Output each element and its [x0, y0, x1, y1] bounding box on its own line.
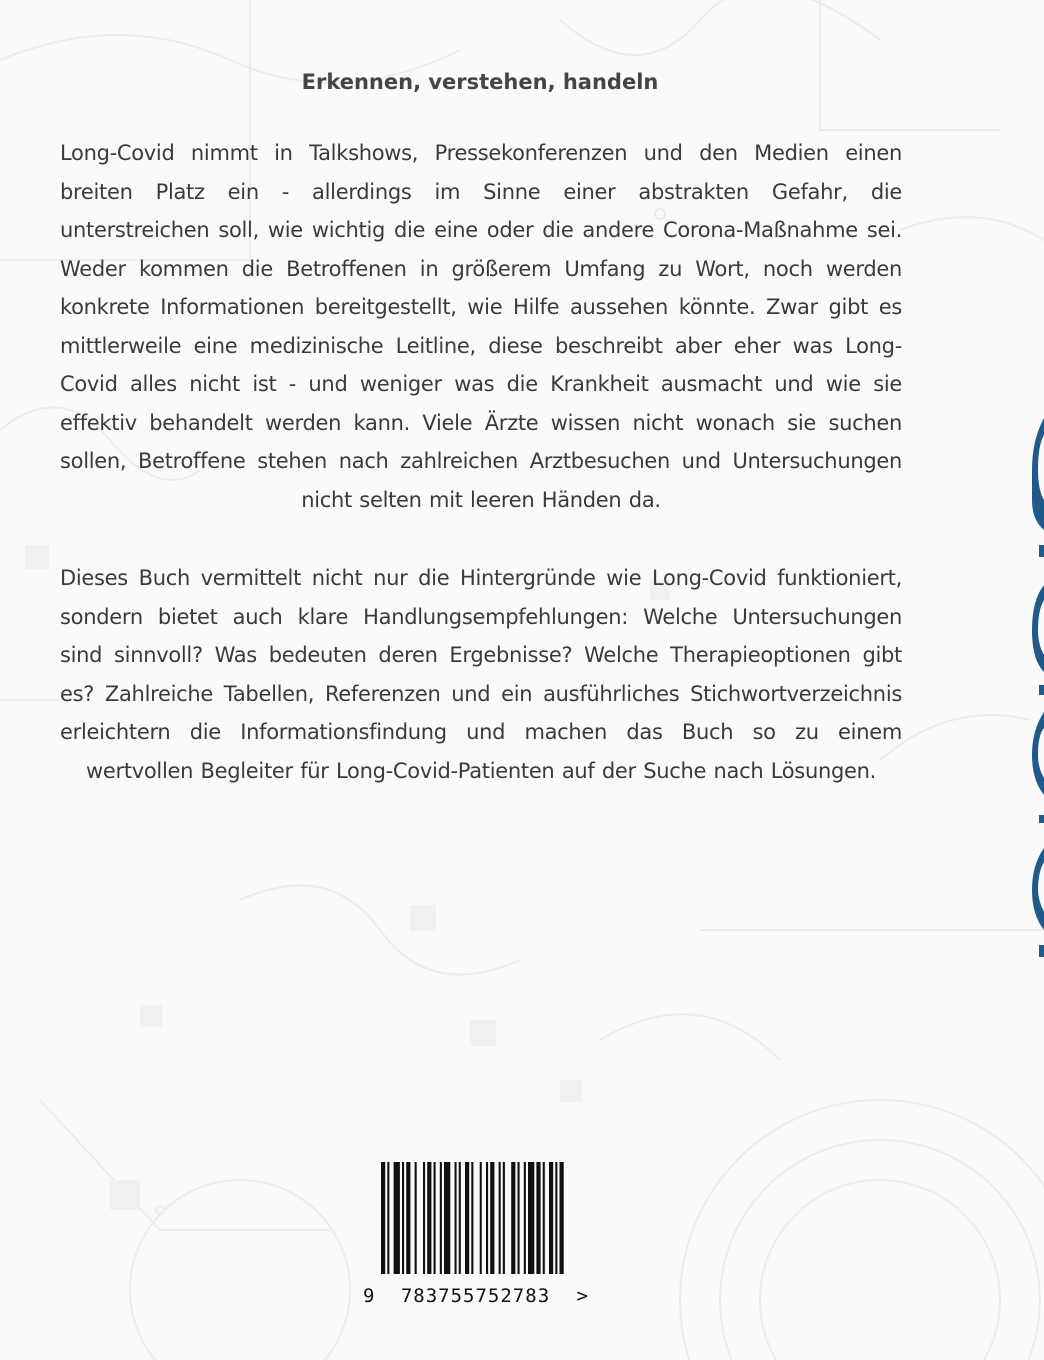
isbn-prefix: 9 — [363, 1285, 375, 1307]
barcode-bar — [406, 1162, 410, 1274]
description-paragraph-2: Dieses Buch vermittelt nicht nur die Hintergründe wie Long-Covid funktioniert, sondern bietet auch klare Handlungsempfehlungen: Welche Untersuchungen sind sinnvoll? Was bedeuten deren Ergebnisse? Welche Therapieoptionen gibt es? Zahlreiche Tabellen, Referenzen und ein ausführliches Stichwortverzeichnis erleichtern die Informationsfindung und machen das Buch so zu einem wertvollen Begleiter für Long-Covid-Patienten auf der Suche nach Lösungen. — [60, 566, 902, 783]
barcode-bar — [440, 1162, 442, 1274]
description-paragraph-1: Long-Covid nimmt in Talkshows, Pressekonferenzen und den Medien einen breiten Platz ein - allerdings im Sinne einer abstrakten Gefahr, die unterstreichen soll, wie wichtig die eine oder die andere Corona-Maßnahme sei. Weder kommen die Betroffenen in größerem Umfang zu Wort, noch werden konkrete Informationen bereitgestellt, wie Hilfe aussehen könnte. Zwar gibt es mittlerweile eine medizinische Leitline, diese beschreibt aber eher was Long-Covid alles nicht ist - und weniger was die Krankheit ausmacht und wie sie effektiv behandelt werden kann. Viele Ärzte wissen nicht wonach sie suchen sollen, Betroffene stehen nach zahlreichen Arztbesuchen und Untersuchungen nicht selten mit leeren Händen da. — [60, 141, 902, 512]
barcode-bar — [511, 1162, 515, 1274]
barcode-bar — [555, 1162, 557, 1274]
barcode-bar — [524, 1162, 526, 1274]
barcode-bar — [455, 1162, 457, 1274]
isbn-digits: 783755752783 — [400, 1285, 551, 1307]
barcode-bar — [434, 1162, 436, 1274]
barcode-bar — [423, 1162, 425, 1274]
barcode-bar — [444, 1162, 450, 1274]
cover-heading: Erkennen, verstehen, handeln — [301, 70, 659, 94]
barcode-bar — [560, 1162, 564, 1274]
barcode-bar — [387, 1162, 389, 1274]
barcode-bar — [486, 1162, 488, 1274]
barcode-bar — [528, 1162, 534, 1274]
barcode-bar — [427, 1162, 431, 1274]
barcode-bar — [415, 1162, 417, 1274]
spine-title-fragment — [1030, 0, 1044, 1360]
barcode-bar — [459, 1162, 461, 1274]
barcode-bar — [503, 1162, 505, 1274]
isbn-suffix: > — [576, 1285, 588, 1307]
barcode-bar — [394, 1162, 400, 1274]
barcode-bar — [471, 1162, 473, 1274]
barcode-bar — [499, 1162, 501, 1274]
barcode-bar — [490, 1162, 494, 1274]
barcode-bar — [480, 1162, 482, 1274]
barcode-bar — [465, 1162, 469, 1274]
barcode-bar — [543, 1162, 545, 1274]
barcode-bar — [536, 1162, 540, 1274]
barcode-bar — [381, 1162, 385, 1274]
barcode-bar — [402, 1162, 404, 1274]
barcode-bar — [549, 1162, 553, 1274]
isbn-number — [363, 1285, 588, 1307]
barcode-bar — [518, 1162, 520, 1274]
